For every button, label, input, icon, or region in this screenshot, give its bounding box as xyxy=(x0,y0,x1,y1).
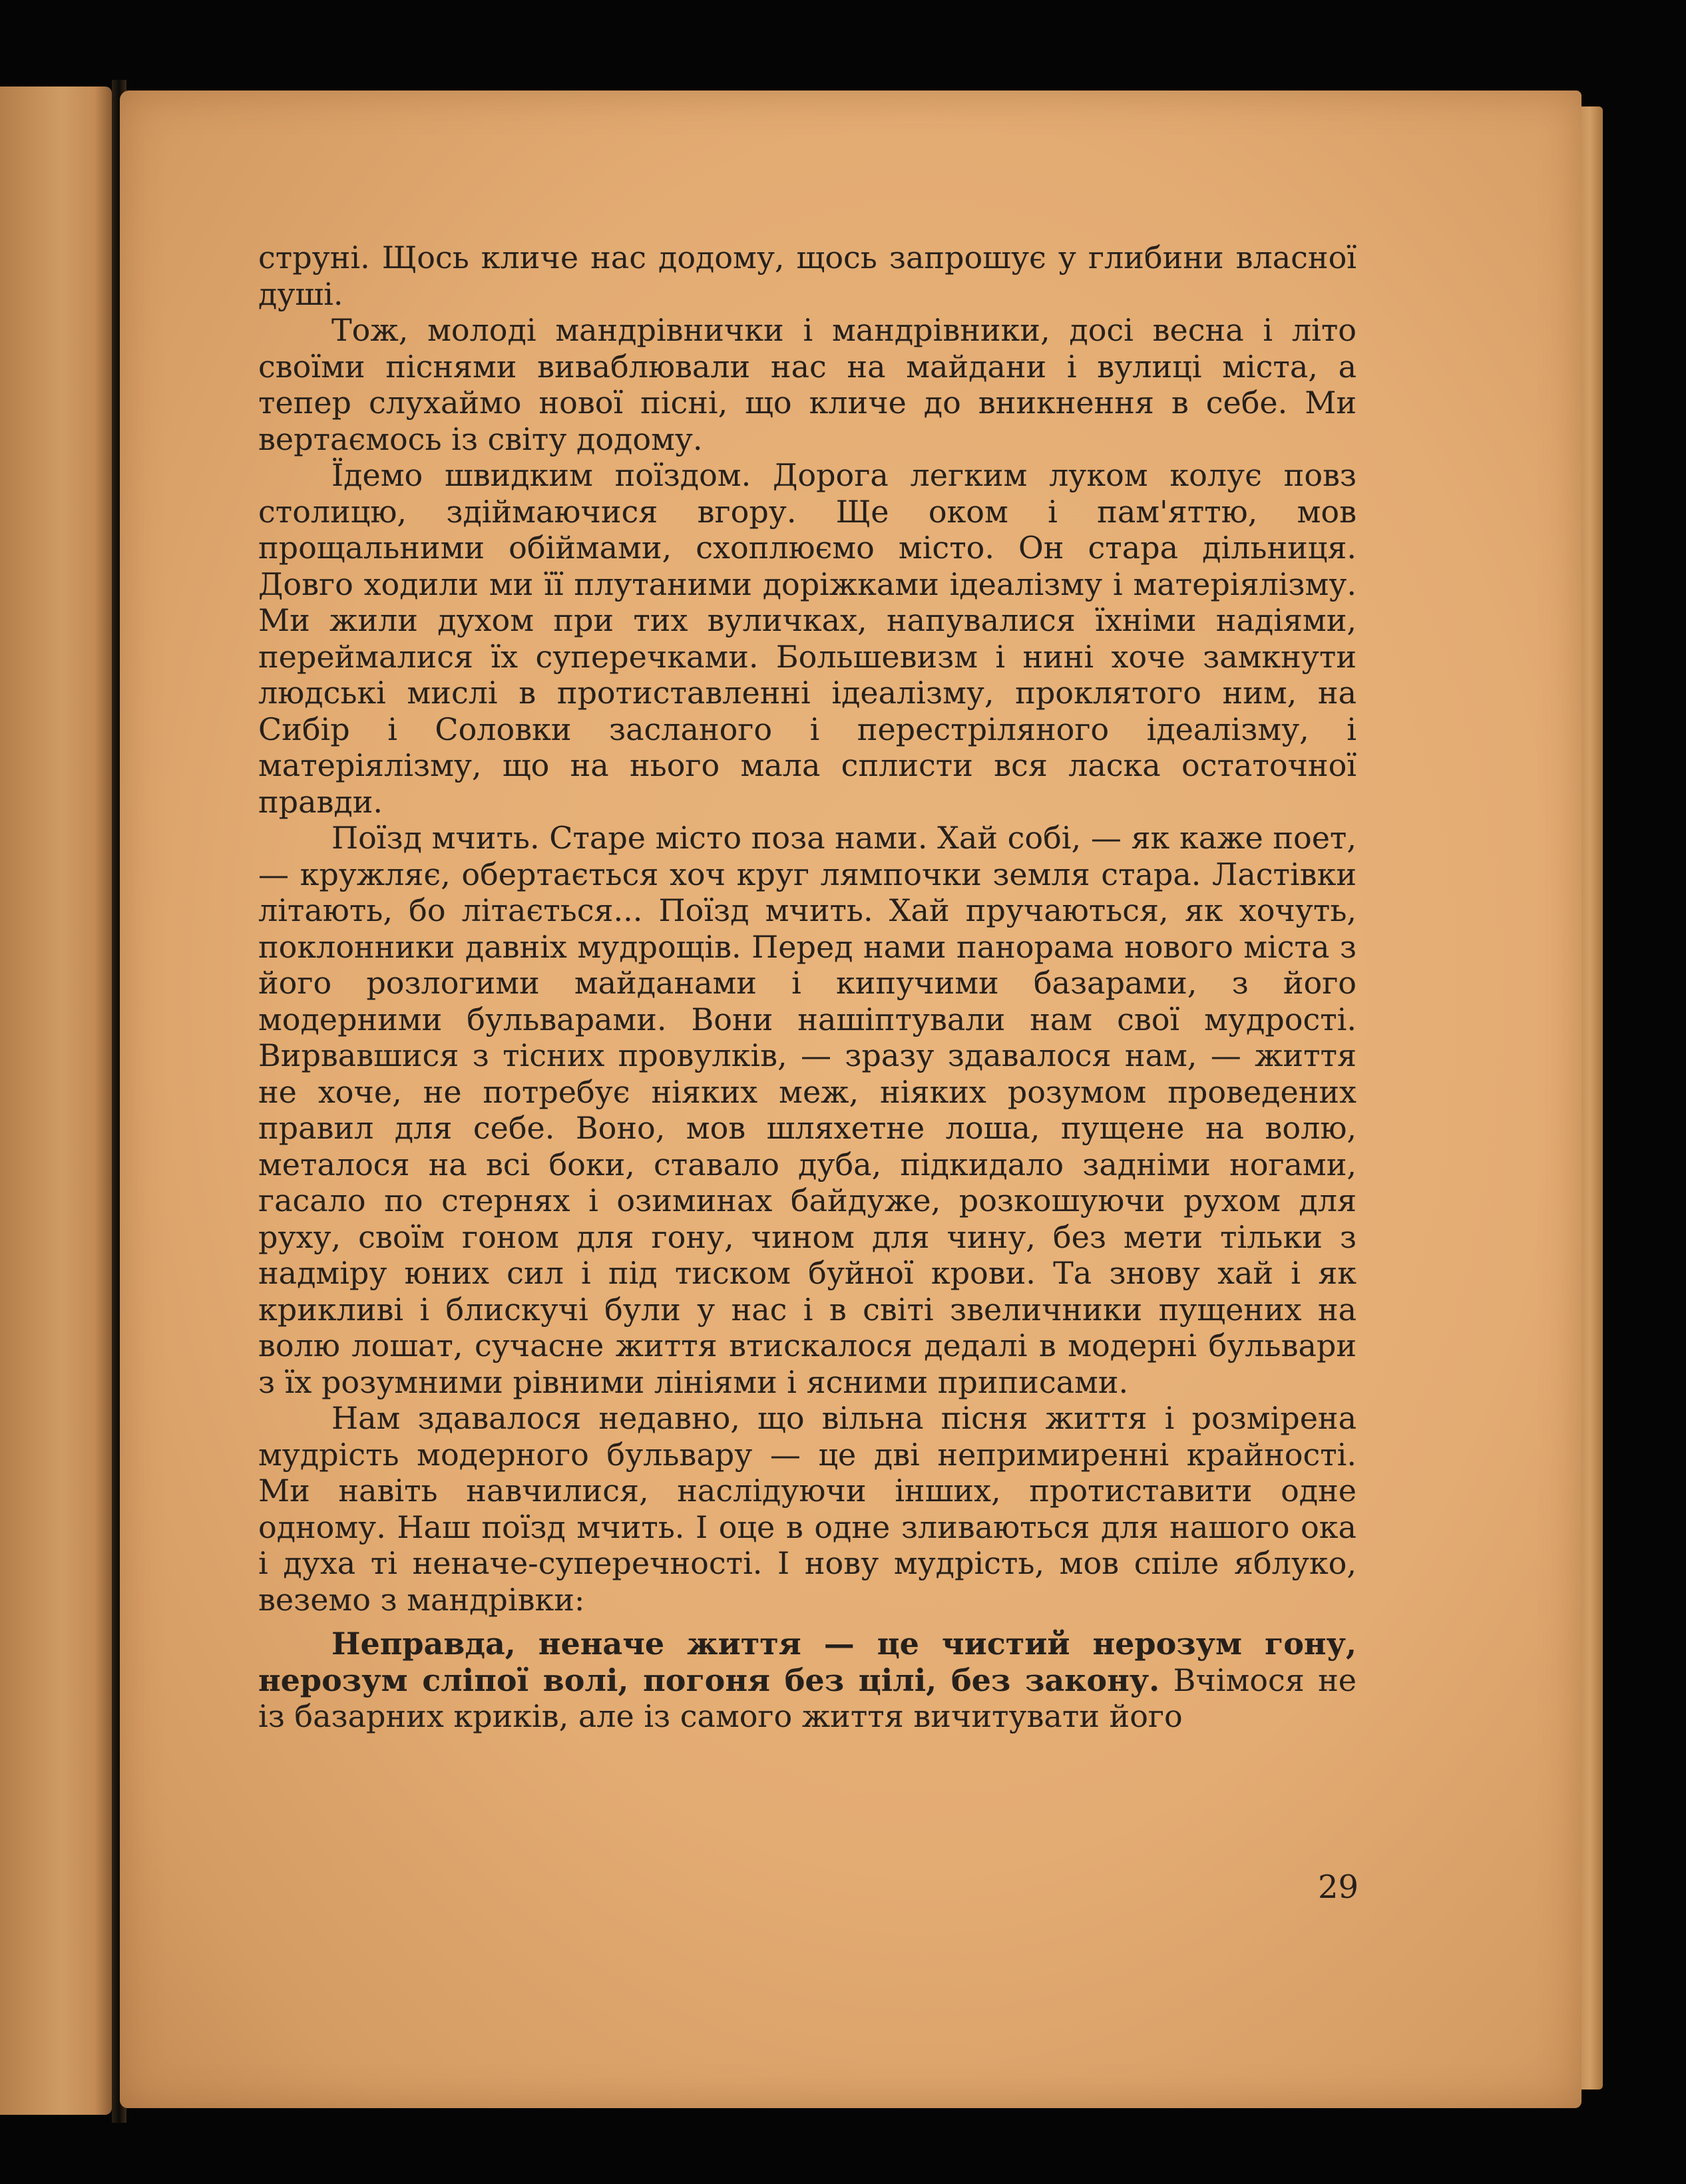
bold-lead-text: Неправда, неначе життя — це чистий нерозум гону, нерозум сліпої волі, погоня без цілі, без закону. xyxy=(258,1626,1357,1698)
paragraph: Тож, молоді мандрівнички і мандрівники, досі весна і літо своїми піснями виваблювали нас на майдани і вулиці міста, а тепер слухаймо нової пісні, що кличе до вникнення в себе. Ми вертаємось із світу додому. xyxy=(258,312,1357,457)
left-page-edge xyxy=(0,87,112,2115)
paragraph: Нам здавалося недавно, що вільна пісня життя і розмірена мудрість модерного бульвару — це дві непримиренні крайності. Ми навіть навчилися, наслідуючи інших, протиставити одне одному. Наш поїзд мчить. І оце в одне зливаються для нашого ока і духа ті неначе-суперечності. І нову мудрість, мов спіле яблуко, веземо з мандрівки: xyxy=(258,1400,1357,1618)
book-page xyxy=(120,91,1581,2108)
body-text xyxy=(258,240,1357,1735)
paragraph-text: Вчімося не із базарних криків, але із самого життя вичитувати його xyxy=(258,1662,1357,1734)
page-number: 29 xyxy=(1318,1869,1359,1906)
paragraph: Їдемо швидким поїздом. Дорога легким луком колує повз столицю, здіймаючися вгору. Ще оком і пам'яттю, мов прощальними обіймами, схоплюємо місто. Он стара дільниця. Довго ходили ми її плутаними доріжками ідеалізму і матеріялізму. Ми жили духом при тих вуличках, напувалися їхніми надіями, переймалися їх суперечками. Большевизм і нині хоче замкнути людські мислі в протиставленні ідеалізму, проклятого ним, на Сибір і Соловки засланого і перестріляного ідеалізму, і матеріялізму, що на нього мала сплисти вся ласка остаточної правди. xyxy=(258,457,1357,820)
paragraph xyxy=(258,1626,1357,1735)
paragraph: Поїзд мчить. Старе місто поза нами. Хай собі, — як каже поет, — кружляє, обертається хоч круг лямпочки земля стара. Ластівки літають, бо літається... Поїзд мчить. Хай пручаються, як хочуть, поклонники давніх мудрощів. Перед нами панорама нового міста з його розлогими майданами і кипучими базарами, з його модерними бульварами. Вони нашіптували нам свої мудрості. Вирвавшися з тісних провулків, — зразу здавалося нам, — життя не хоче, не потребує ніяких меж, ніяких розумом проведених правил для себе. Воно, мов шляхетне лоша, пущене на волю, металося на всі боки, ставало дуба, підкидало задніми ногами, гасало по стернях і озиминах байдуже, розкошуючи рухом для руху, своїм гоном для гону, чином для чину, без мети тільки з надміру юних сил і під тиском буйної крови. Та знову хай і як крикливі і блискучі були у нас і в світі звеличники пущених на волю лошат, сучасне життя втискалося дедалі в модерні бульвари з їх розумними рівними лініями і ясними приписами. xyxy=(258,820,1357,1400)
paragraph: струні. Щось кличе нас додому, щось запрошує у глибини власної душі. xyxy=(258,240,1357,312)
